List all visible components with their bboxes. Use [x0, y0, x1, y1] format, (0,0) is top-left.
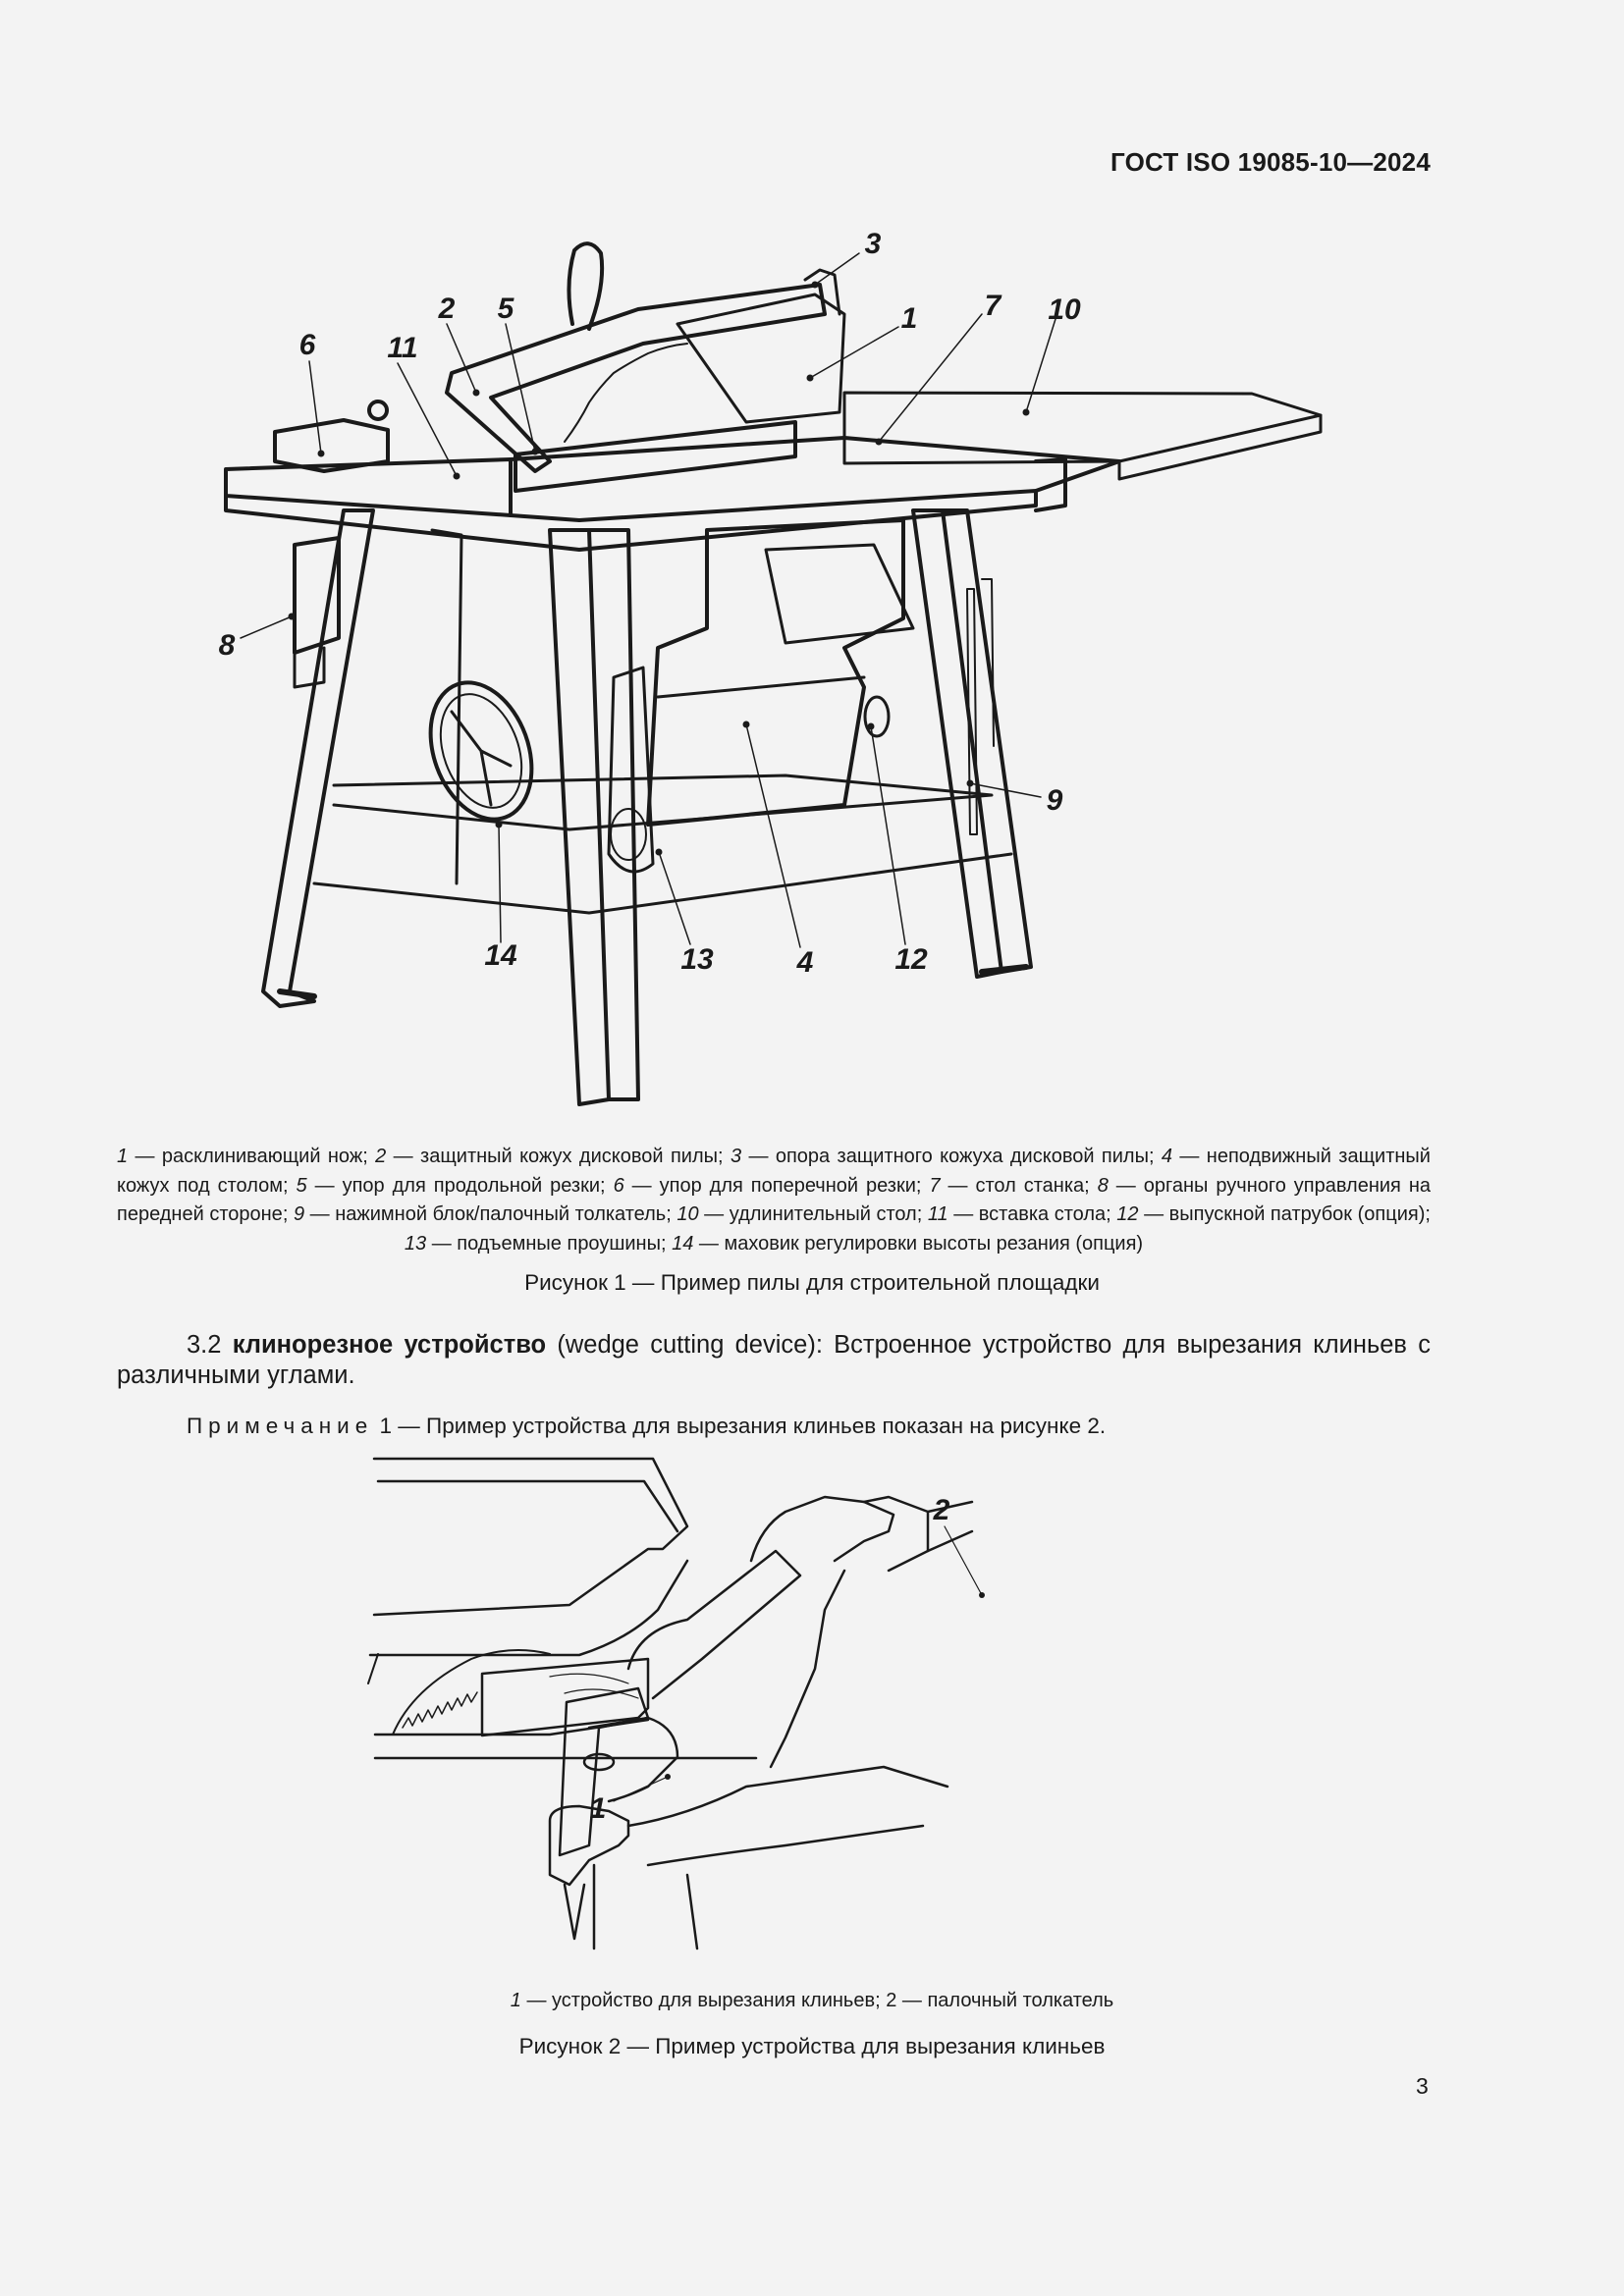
- figure-1-callout-4: 4: [796, 946, 814, 979]
- document-header: ГОСТ ISO 19085-10—2024: [1110, 147, 1431, 177]
- page-number: 3: [1416, 2073, 1429, 2099]
- figure-1-callout-3: 3: [864, 228, 882, 260]
- note-number: 1: [379, 1414, 393, 1438]
- figure-2-callout-1: 1: [589, 1792, 607, 1825]
- section-number: 3.2: [187, 1331, 222, 1359]
- note-1: [187, 1414, 1106, 1439]
- figure-1-legend: 1 — расклинивающий нож; 2 — защитный кожух дисковой пилы; 3 — опора защитного кожуха дисковой пилы; 4 — неподвижный защитный кожух под столом; 5 — упор для продольной резки; 6 — упор для поперечной резки; 7 — стол станка; 8 — органы ручного управления на передней стороне; 9 — нажимной блок/палочный толкатель; 10 — удлинительный стол; 11 — вставка стола; 12 — выпускной патрубок (опция); 13 — подъемные проушины; 14 — маховик регулировки высоты резания (опция): [117, 1146, 1432, 1255]
- figure-1-callout-7: 7: [984, 290, 1001, 322]
- section-term-en: (wedge cutting device):: [557, 1331, 823, 1359]
- section-definition: Встроенное устройство для вырезания клиньев с различными углами.: [117, 1331, 1431, 1389]
- section-term: клинорезное устройство: [232, 1331, 547, 1359]
- figure-2-title: Рисунок 2 — Пример устройства для вырезания клиньев: [518, 2034, 1106, 2058]
- figure-2-callout-2: 2: [933, 1494, 950, 1526]
- figure-2-legend: 1 — устройство для вырезания клиньев; 2 — палочный толкатель: [510, 1990, 1114, 2011]
- figure-1-callout-8: 8: [218, 629, 236, 662]
- note-text: — Пример устройства для вырезания клиньев показан на рисунке 2.: [398, 1414, 1107, 1438]
- note-label: Примечание: [187, 1414, 374, 1438]
- figure-1-callout-2: 2: [438, 293, 456, 325]
- figure-1-callout-1: 1: [900, 302, 918, 335]
- figure-1-callout-13: 13: [680, 943, 714, 976]
- figure-1-callout-6: 6: [298, 329, 316, 361]
- figure-1-title: Рисунок 1 — Пример пилы для строительной площадки: [524, 1270, 1100, 1295]
- figure-1-callout-9: 9: [1046, 784, 1063, 817]
- figure-1-callout-12: 12: [894, 943, 928, 976]
- figure-1-callout-14: 14: [484, 939, 517, 972]
- figure-1-callout-5: 5: [497, 293, 514, 325]
- figure-1-callout-11: 11: [387, 332, 418, 364]
- figure-1-callout-10: 10: [1048, 294, 1081, 326]
- section-3-2: [117, 1330, 1431, 1391]
